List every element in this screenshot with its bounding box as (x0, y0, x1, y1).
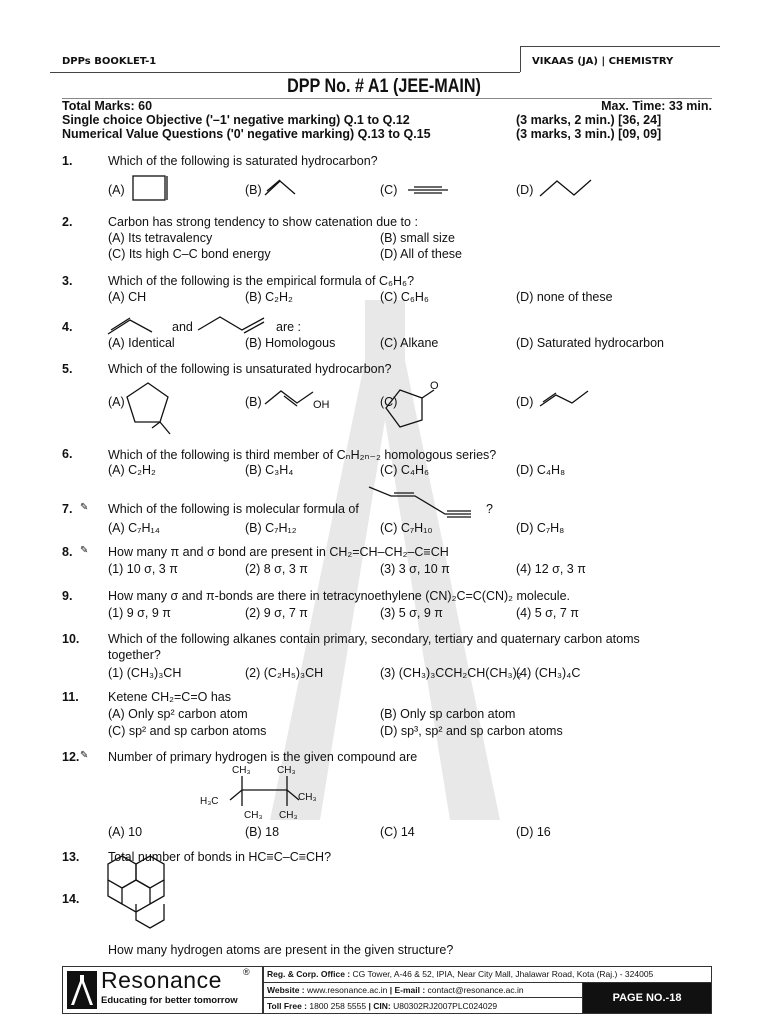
answer-option[interactable]: (4) (CH₃)₄C (516, 666, 581, 680)
answer-option[interactable]: (B) (245, 183, 262, 197)
question-number: 9. (62, 589, 73, 603)
office-address: CG Tower, A-46 & 52, IPIA, Near City Mall, Jhalawar Road, Kota (Raj.) - 324005 (352, 969, 654, 980)
answer-option[interactable]: (D) C₄H₈ (516, 463, 566, 477)
question-number: 2. (62, 215, 73, 229)
footer-contact (262, 966, 712, 1014)
question-text: How many π and σ bond are present in CH₂=CH–CH₂–C≡CH (108, 545, 449, 559)
question-number: 5. (62, 362, 73, 376)
question-text: Ketene CH₂=C=O has (108, 690, 231, 704)
answer-option[interactable]: (3) (CH₃)₃CCH₂CH(CH₃)₂ (380, 666, 522, 680)
max-time: Max. Time: 33 min. (601, 99, 712, 113)
answer-option[interactable]: (A) Identical (108, 336, 175, 350)
single-choice-marks: (3 marks, 2 min.) [36, 24] (516, 113, 662, 127)
methyl-label: CH₃ (244, 810, 263, 821)
question-text: Which of the following is the empirical formula of C₆H₆? (108, 274, 415, 288)
answer-option[interactable]: (2) 8 σ, 3 π (245, 562, 308, 576)
answer-option[interactable]: (C) (380, 183, 398, 197)
answer-option[interactable]: (C) (380, 395, 398, 409)
answer-option[interactable]: (C) C₆H₆ (380, 290, 429, 304)
q4-structures (108, 317, 264, 334)
question-number: 4. (62, 320, 73, 334)
answer-option[interactable]: (C) C₇H₁₀ (380, 521, 433, 535)
question-text: Which of the following is saturated hydrocarbon? (108, 154, 378, 168)
question-number: 1. (62, 154, 73, 168)
q14-structure (108, 856, 164, 928)
answer-option[interactable]: (B) 18 (245, 825, 280, 839)
answer-option[interactable]: (A) (108, 395, 125, 409)
question-number: 7. (62, 502, 73, 516)
q1-structures (133, 176, 591, 200)
answer-option[interactable]: (2) (C₂H₅)₃CH (245, 666, 324, 680)
carbonyl-label: O (430, 380, 439, 392)
answer-option[interactable]: (B) C₂H₂ (245, 290, 293, 304)
resonance-logo (62, 966, 264, 1014)
answer-option[interactable]: (B) C₇H₁₂ (245, 521, 297, 535)
methyl-label: CH₃ (277, 765, 296, 776)
question-text: Total number of bonds in HC≡C–C≡CH? (108, 850, 332, 864)
answer-option[interactable]: (D) 16 (516, 825, 551, 839)
page-number: PAGE NO.-18 (583, 982, 712, 1013)
answer-option[interactable]: (D) C₇H₈ (516, 521, 565, 535)
methyl-label: CH₃ (279, 810, 298, 821)
answer-option[interactable]: (B) (245, 395, 262, 409)
registered-mark: ® (243, 967, 250, 977)
question-number: 14. (62, 892, 80, 906)
q7-structure (369, 487, 471, 517)
booklet-label: DPPs BOOKLET-1 (62, 56, 157, 67)
cin-label: | CIN: (368, 1000, 391, 1011)
methyl-label: CH₃ (298, 792, 317, 803)
question-text: together? (108, 648, 161, 662)
answer-option[interactable]: (2) 9 σ, 7 π (245, 606, 308, 620)
answer-option[interactable]: (C) Alkane (380, 336, 439, 350)
answer-option[interactable]: (A) 10 (108, 825, 143, 839)
answer-option[interactable]: (D) (516, 395, 534, 409)
answer-option[interactable]: (B) Homologous (245, 336, 336, 350)
answer-option[interactable]: (B) C₃H₄ (245, 463, 294, 477)
answer-option[interactable]: (B) Only sp carbon atom (380, 707, 516, 721)
question-number: 12. (62, 750, 80, 764)
answer-option[interactable]: (3) 5 σ, 9 π (380, 606, 443, 620)
resonance-logo-icon (67, 971, 97, 1009)
total-marks: Total Marks: 60 (62, 99, 153, 113)
question-text: Number of primary hydrogen is the given compound are (108, 750, 418, 764)
single-choice-info: Single choice Objective ('–1' negative marking) Q.1 to Q.12 (62, 113, 410, 127)
answer-option[interactable]: (3) 3 σ, 10 π (380, 562, 450, 576)
numerical-marks: (3 marks, 3 min.) [09, 09] (516, 127, 662, 141)
website-link[interactable]: www.resonance.ac.in (307, 984, 388, 995)
answer-option[interactable]: (A) C₇H₁₄ (108, 521, 160, 535)
office-label: Reg. & Corp. Office : (267, 969, 351, 980)
question-text: Which of the following is third member of CₙH₂ₙ₋₂ homologous series? (108, 448, 497, 462)
page-title: DPP No. # A1 (JEE-MAIN) (287, 76, 481, 97)
question-number: 3. (62, 274, 73, 288)
website-label: Website : (267, 984, 305, 995)
pen-mark-icon: ✎ (80, 750, 89, 761)
question-text: Which of the following is unsaturated hydrocarbon? (108, 362, 392, 376)
question-text: are : (276, 320, 302, 334)
pen-mark-icon: ✎ (80, 502, 89, 513)
answer-option[interactable]: (A) (108, 183, 125, 197)
question-number: 11. (62, 690, 79, 704)
question-text: Carbon has strong tendency to show catenation due to : (108, 215, 418, 229)
methyl-label: CH₃ (232, 765, 251, 776)
pen-mark-icon: ✎ (80, 545, 89, 556)
methyl-label: H₃C (200, 796, 219, 807)
q5-structures (127, 383, 588, 434)
tollfree-number: 1800 258 5555 (309, 1000, 367, 1011)
answer-option[interactable]: (C) C₄H₆ (380, 463, 430, 477)
numerical-info: Numerical Value Questions ('0' negative marking) Q.13 to Q.15 (62, 127, 431, 141)
email-link[interactable]: contact@resonance.ac.in (427, 984, 524, 995)
cin-number: U80302RJ2007PLC024029 (393, 1000, 498, 1011)
answer-option[interactable]: (D) Saturated hydrocarbon (516, 336, 664, 350)
answer-option[interactable]: (D) (516, 183, 534, 197)
email-label: | E-mail : (389, 984, 426, 995)
answer-option[interactable]: (D) All of these (380, 247, 462, 261)
answer-option[interactable]: (1) 10 σ, 3 π (108, 562, 178, 576)
tollfree-label: Toll Free : (267, 1000, 307, 1011)
q12-structure (230, 776, 299, 806)
answer-option[interactable]: (B) small size (380, 231, 456, 245)
brand-tagline: Educating for better tomorrow (101, 995, 238, 1006)
answer-option[interactable]: (D) sp³, sp² and sp carbon atoms (380, 724, 563, 738)
answer-option[interactable]: (4) 5 σ, 7 π (516, 606, 579, 620)
question-number: 8. (62, 545, 73, 559)
answer-option[interactable]: (A) CH (108, 290, 147, 304)
answer-option[interactable]: (4) 12 σ, 3 π (516, 562, 586, 576)
answer-option[interactable]: (C) sp² and sp carbon atoms (108, 724, 267, 738)
question-number: 10. (62, 632, 80, 646)
question-number: 6. (62, 447, 73, 461)
question-text: Which of the following alkanes contain primary, secondary, tertiary and quaternary carbon atoms (108, 632, 640, 646)
question-number: 13. (62, 850, 80, 864)
answer-option[interactable]: (D) none of these (516, 290, 613, 304)
question-text: and (172, 320, 193, 334)
question-text: How many σ and π-bonds are there in tetracynoethylene (CN)₂C=C(CN)₂ molecule. (108, 589, 570, 603)
answer-option[interactable]: (A) Only sp² carbon atom (108, 707, 248, 721)
answer-option[interactable]: (1) 9 σ, 9 π (108, 606, 171, 620)
hydroxyl-label: OH (313, 399, 330, 411)
question-text: How many hydrogen atoms are present in the given structure? (108, 943, 454, 957)
question-text: ? (486, 502, 493, 516)
answer-option[interactable]: (A) Its tetravalency (108, 231, 213, 245)
brand-name: Resonance (101, 967, 222, 993)
question-text: Which of the following is molecular formula of (108, 502, 359, 516)
answer-option[interactable]: (C) Its high C–C bond energy (108, 247, 271, 261)
answer-option[interactable]: (C) 14 (380, 825, 415, 839)
answer-option[interactable]: (A) C₂H₂ (108, 463, 156, 477)
course-label: VIKAAS (JA) | CHEMISTRY (532, 56, 674, 67)
answer-option[interactable]: (1) (CH₃)₃CH (108, 666, 182, 680)
